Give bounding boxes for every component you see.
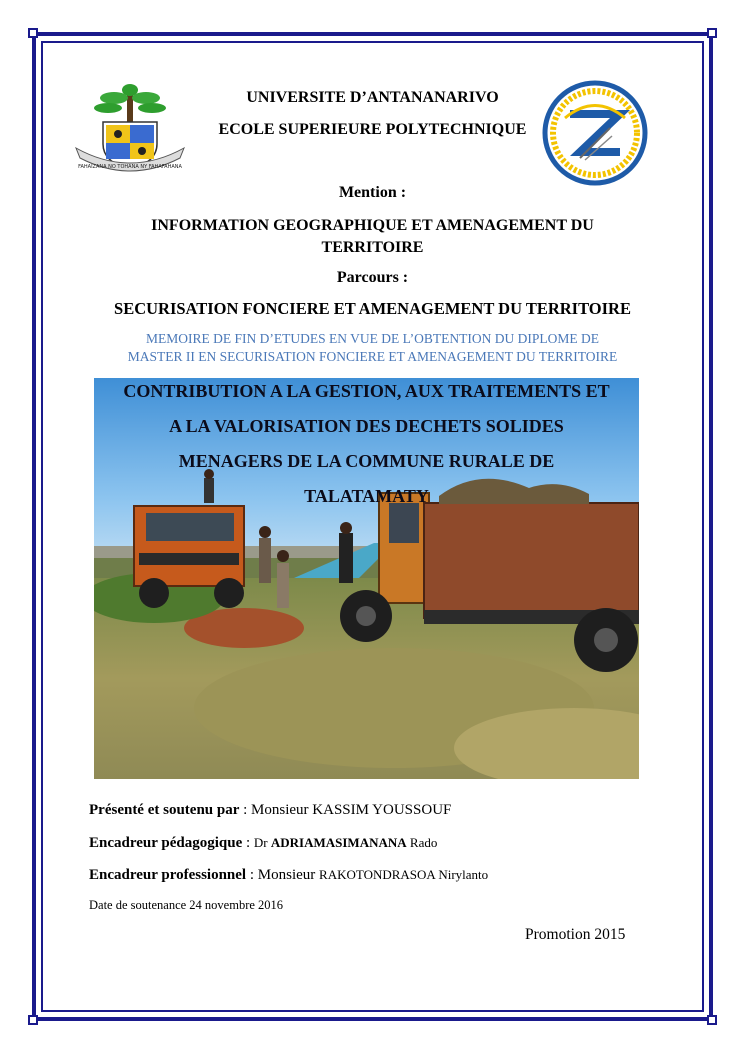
logo-motto: FAHAIZANA NO TOHANA NY FAHAFAHANA [78,164,182,170]
thesis-title-line: TALATAMATY [304,486,429,506]
professional-supervisor [89,867,488,884]
border-corner [28,28,38,38]
mention-label: Mention : [338,184,407,201]
thesis-title-line: MENAGERS DE LA COMMUNE RURALE DE [178,451,555,471]
thesis-title-line: A LA VALORISATION DES DECHETS SOLIDES [169,416,564,436]
border-corner [707,28,717,38]
academic-supervisor [89,835,437,852]
academic-supervisor-separator: : [242,835,254,851]
presented-by [89,802,451,819]
thesis-title [94,374,639,514]
professional-supervisor-separator: : Monsieur [246,867,320,883]
memoire-line: MASTER II EN SECURISATION FONCIERE ET AMENAGEMENT DU TERRITOIRE [127,349,618,364]
thesis-title-line: CONTRIBUTION A LA GESTION, AUX TRAITEMENTS ET [123,381,610,401]
academic-supervisor-title: Dr [253,835,271,850]
parcours-label: Parcours : [336,269,409,286]
mention-value-line: TERRITOIRE [321,239,424,256]
academic-supervisor-surname: ADRIAMASIMANANA [270,835,407,850]
academic-supervisor-firstname: Rado [406,835,438,850]
border-corner [707,1015,717,1025]
parcours-value: SECURISATION FONCIERE ET AMENAGEMENT DU TERRITOIRE [114,299,631,318]
border-corner [28,1015,38,1025]
professional-supervisor-name: RAKOTONDRASOA Nirylanto [319,867,489,882]
memoire-line: MEMOIRE DE FIN D’ETUDES EN VUE DE L’OBTENTION DU DIPLOME DE [146,331,599,346]
defense-date: Date de soutenance 24 novembre 2016 [89,898,284,912]
memoire-subtitle [80,330,665,366]
university-name: UNIVERSITE D’ANTANANARIVO [246,89,499,106]
school-name: ECOLE SUPERIEURE POLYTECHNIQUE [218,121,527,138]
presented-by-label: Présenté et soutenu par [89,802,240,818]
mention-value [100,215,645,259]
academic-supervisor-label: Encadreur pédagogique [89,835,243,851]
professional-supervisor-label: Encadreur professionnel [89,867,247,883]
presented-by-value: : Monsieur KASSIM YOUSSOUF [239,802,452,818]
mention-value-line: INFORMATION GEOGRAPHIQUE ET AMENAGEMENT DU [151,217,594,234]
promotion-year: Promotion 2015 [525,926,626,943]
